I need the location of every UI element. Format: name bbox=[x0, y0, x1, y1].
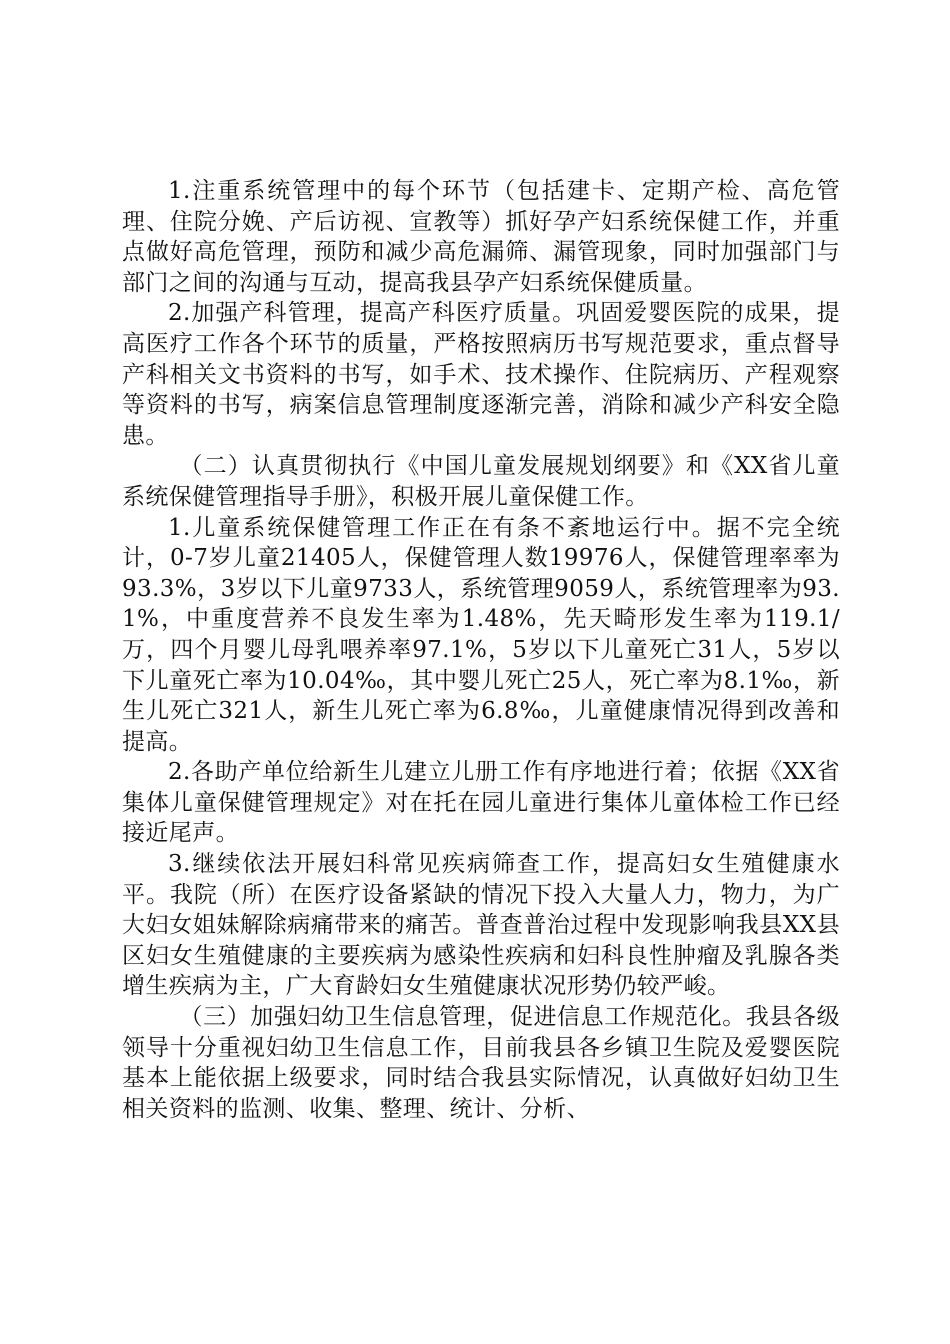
document-body bbox=[122, 176, 840, 1124]
paragraph-gynecological-screening: 3.继续依法开展妇科常见疾病筛查工作，提高妇女生殖健康水平。我院（所）在医疗设备紧缺的情况下投入大量人力，物力，为广大妇女姐妹解除病痛带来的痛苦。普查普治过程中发现影响我县XX县区妇女生殖健康的主要疾病为感染性疾病和妇科良性肿瘤及乳腺各类增生疾病为主，广大育龄妇女生殖健康状况形势仍较严峻。 bbox=[122, 851, 840, 1000]
paragraph-child-health-statistics: 1.儿童系统保健管理工作正在有条不紊地运行中。据不完全统计，0-7岁儿童21405人，保健管理人数19976人，保健管理率率为93.3%，3岁以下儿童9733人，系统管理9059人，系统管理率为93.1%，中重度营养不良发生率为1.48%，先天畸形发生率为119.1/万，四个月婴儿母乳喂养率97.1%，5岁以下儿童死亡31人，5岁以下儿童死亡率为10.04‰，其中婴儿死亡25人，死亡率为8.1‰，新生儿死亡321人，新生儿死亡率为6.8‰，儿童健康情况得到改善和提高。 bbox=[122, 514, 840, 755]
paragraph-newborn-registration: 2.各助产单位给新生儿建立儿册工作有序地进行着；依据《XX省集体儿童保健管理规定》对在托在园儿童进行集体儿童体检工作已经接近尾声。 bbox=[122, 759, 840, 847]
paragraph-maternal-system-management: 1.注重系统管理中的每个环节（包括建卡、定期产检、高危管理、住院分娩、产后访视、宣教等）抓好孕产妇系统保健工作，并重点做好高危管理，预防和减少高危漏筛、漏管现象，同时加强部门与部门之间的沟通与互动，提高我县孕产妇系统保健质量。 bbox=[122, 178, 840, 296]
section-heading-information-management: （三）加强妇幼卫生信息管理，促进信息工作规范化。我县各级领导十分重视妇幼卫生信息工作，目前我县各乡镇卫生院及爱婴医院基本上能依据上级要求，同时结合我县实际情况，认真做好妇幼卫生相关资料的监测、收集、整理、统计、分析、 bbox=[122, 1004, 840, 1122]
section-heading-child-health: （二）认真贯彻执行《中国儿童发展规划纲要》和《XX省儿童系统保健管理指导手册》，积极开展儿童保健工作。 bbox=[122, 453, 840, 510]
paragraph-obstetrics-quality: 2.加强产科管理，提高产科医疗质量。巩固爱婴医院的成果，提高医疗工作各个环节的质量，严格按照病历书写规范要求，重点督导产科相关文书资料的书写，如手术、技术操作、住院病历、产程观察等资料的书写，病案信息管理制度逐渐完善，消除和减少产科安全隐患。 bbox=[122, 300, 840, 449]
